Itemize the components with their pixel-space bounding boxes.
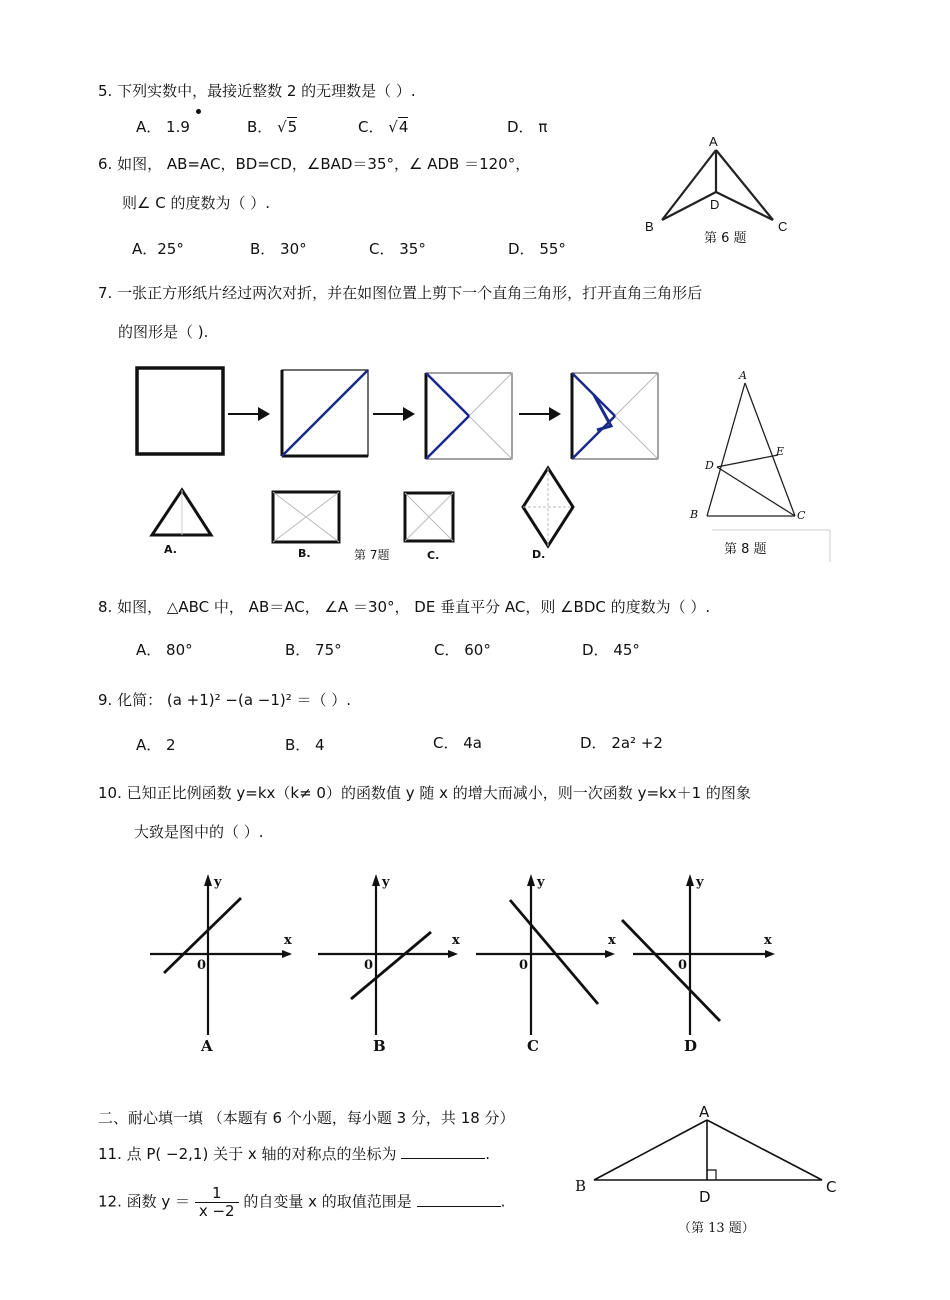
q13-label-c: C [826, 1178, 837, 1196]
q8-stem: 8. 如图， △ABC 中， AB＝AC， ∠A ＝30°， DE 垂直平分 AC，则 ∠BDC 的度数为（ ）. [98, 598, 711, 616]
graph-c-label: C [527, 1037, 539, 1055]
q10-stem2: 大致是图中的（ ）. [134, 823, 264, 841]
q9-option-c: C． 4a [433, 734, 482, 752]
q13-figure-caption: （第 13 题） [678, 1221, 755, 1236]
q12-frac-den: x −2 [198, 1201, 235, 1220]
q8-option-d: D． 45° [582, 641, 640, 659]
q7-option-c: C. [427, 549, 440, 562]
q7-figure-caption: 第 7题 [354, 548, 390, 562]
q11-stem: 11. 点 P( −2,1) 关于 x 轴的对称点的坐标为 . [98, 1145, 491, 1163]
graph-a-y-label: y [214, 875, 222, 890]
q9-option-b: B． 4 [285, 736, 325, 754]
q12-frac-num: 1 [195, 1185, 239, 1203]
graph-a-origin: 0 [197, 958, 207, 973]
sqrt-icon: √ [388, 118, 398, 136]
graph-d-y-label: y [696, 875, 704, 890]
q9-stem: 9. 化简： (a +1)² −(a −1)² ＝（ ）. [98, 691, 352, 709]
q5-option-a: A． 1.9 [136, 118, 190, 136]
q7-stem2: 的图形是（ ). [118, 323, 209, 341]
graph-b-label: B [373, 1037, 386, 1055]
section2-heading: 二、耐心填一填 （本题有 6 个小题，每小题 3 分，共 18 分） [98, 1109, 515, 1127]
q8-label-e: E [776, 445, 785, 458]
q7-option-d: D. [532, 548, 546, 561]
q8-label-d: D [705, 459, 714, 472]
q6-option-c: C． 35° [369, 240, 426, 258]
graph-a-x-label: x [284, 933, 292, 948]
q5-c-radicand: 4 [398, 118, 409, 136]
graph-c-origin: 0 [519, 958, 529, 973]
q13-label-d: D [699, 1188, 711, 1206]
graph-c-x-label: x [608, 933, 616, 948]
q10-stem: 10. 已知正比例函数 y=kx（k≠ 0）的函数值 y 随 x 的增大而减小，则一次函数 y=kx＋1 的图象 [98, 784, 751, 802]
q8-label-b: B [690, 508, 699, 521]
q9-option-d: D． 2a² +2 [580, 734, 663, 752]
graph-b-y-label: y [382, 875, 390, 890]
q6-option-b: B． 30° [250, 240, 307, 258]
q6-figure-caption: 第 6 题 [704, 231, 747, 246]
q6-option-a: A．25° [132, 240, 184, 258]
q8-option-b: B． 75° [285, 641, 342, 659]
graph-c-y-label: y [537, 875, 545, 890]
graph-d-x-label: x [764, 933, 772, 948]
q13-label-b: B [575, 1177, 587, 1195]
q8-option-c: C． 60° [434, 641, 491, 659]
graph-d-label: D [684, 1037, 698, 1055]
graph-b-x-label: x [452, 933, 460, 948]
graph-a-label: A [201, 1037, 213, 1055]
graph-b-origin: 0 [364, 958, 374, 973]
q8-figure-caption: 第 8 题 [724, 542, 767, 557]
q6-option-d: D． 55° [508, 240, 566, 258]
q8-label-c: C [797, 509, 806, 522]
q8-option-a: A． 80° [136, 641, 193, 659]
sqrt-icon: √ [277, 118, 287, 136]
q5-stem: 5. 下列实数中，最接近整数 2 的无理数是（ ）. [98, 82, 416, 100]
q6-label-a: A [709, 134, 718, 149]
q12-stem: 12. 函数 y ＝ $\frac{1}{x -2}$ 的自变量 x 的取值范围是 . [98, 1184, 506, 1220]
q7-option-a: A. [164, 543, 177, 556]
q6-label-b: B [645, 219, 654, 234]
q5-option-c: C． √4 [358, 118, 409, 136]
graph-d-origin: 0 [678, 958, 688, 973]
q5-b-radicand: 5 [287, 118, 298, 136]
q8-label-a: A [739, 369, 747, 382]
q6-stem2: 则∠ C 的度数为（ ）. [122, 194, 270, 212]
q9-option-a: A． 2 [136, 736, 176, 754]
q6-label-c: C [778, 219, 788, 234]
q5-option-b: B． √5 [247, 118, 298, 136]
q7-option-b: B. [298, 547, 311, 560]
q7-stem: 7. 一张正方形纸片经过两次对折，并在如图位置上剪下一个直角三角形，打开直角三角形后 [98, 284, 703, 302]
q6-label-d: D [710, 197, 720, 212]
q13-label-a: A [699, 1103, 710, 1121]
q6-stem: 6. 如图， AB=AC，BD=CD，∠BAD＝35°，∠ ADB ＝120°， [98, 155, 531, 173]
q5-option-d: D． π [507, 118, 548, 136]
